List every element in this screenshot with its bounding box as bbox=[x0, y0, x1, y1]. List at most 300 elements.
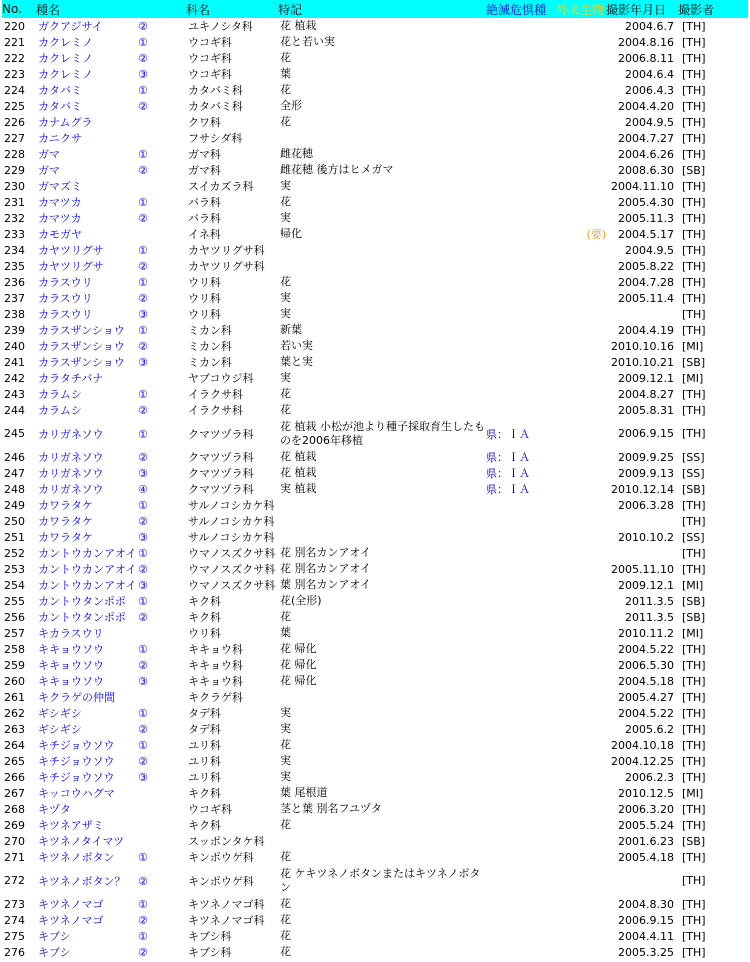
photographer-code: [SB] bbox=[682, 163, 706, 177]
note-text: 花 bbox=[280, 195, 291, 208]
species-name: カマツカ bbox=[38, 212, 82, 225]
family-name: タデ科 bbox=[188, 723, 221, 736]
photo-index: ② bbox=[138, 659, 148, 672]
family-name: ウマノスズクサ科 bbox=[188, 579, 276, 592]
row-number: 231 bbox=[4, 195, 25, 209]
photo-date: 2004.8.27 bbox=[618, 387, 674, 401]
photo-date: 2006.4.3 bbox=[625, 83, 674, 97]
table-row bbox=[2, 801, 748, 817]
table-row bbox=[2, 82, 748, 98]
table-row bbox=[2, 689, 748, 705]
endangered-status bbox=[486, 66, 556, 82]
alien-status bbox=[556, 449, 606, 465]
row-number: 237 bbox=[4, 291, 25, 305]
species-name-cell bbox=[36, 322, 186, 338]
species-name-cell bbox=[36, 928, 186, 944]
photo-index: ③ bbox=[138, 356, 148, 369]
photo-date: 2010.12.14 bbox=[611, 482, 674, 496]
photo-date bbox=[606, 545, 678, 561]
species-name-cell bbox=[36, 753, 186, 769]
endangered-status: 県：ＩＡ bbox=[486, 451, 530, 464]
alien-status bbox=[556, 865, 606, 896]
photo-index: ② bbox=[138, 212, 148, 225]
family-name: キキョウ科 bbox=[188, 675, 243, 688]
family-name: ウコギ科 bbox=[188, 52, 232, 65]
photo-date: 2005.4.27 bbox=[618, 690, 674, 704]
table-row bbox=[2, 146, 748, 162]
endangered-status bbox=[486, 354, 556, 370]
photo-date: 2010.11.2 bbox=[618, 626, 674, 640]
species-name-cell bbox=[36, 18, 186, 34]
endangered-status: 県：ＩＡ bbox=[486, 483, 530, 496]
photo-date: 2004.7.28 bbox=[618, 275, 674, 289]
photographer-code: [TH] bbox=[682, 307, 706, 321]
alien-status bbox=[556, 306, 606, 322]
family-name: タデ科 bbox=[188, 707, 221, 720]
family-name: ウマノスズクサ科 bbox=[188, 563, 276, 576]
photo-date: 2006.9.15 bbox=[618, 427, 674, 440]
table-row bbox=[2, 609, 748, 625]
note-text: 新葉 bbox=[280, 323, 302, 336]
table-row bbox=[2, 306, 748, 322]
photographer-code: [TH] bbox=[682, 179, 706, 193]
photographer-code: [TH] bbox=[682, 945, 706, 959]
species-name-cell bbox=[36, 402, 186, 418]
family-name: ミカン科 bbox=[188, 340, 232, 353]
note-text: 実 bbox=[280, 211, 291, 224]
photo-date: 2004.5.22 bbox=[618, 642, 674, 656]
species-name: カタバミ bbox=[38, 84, 82, 97]
photo-index: ① bbox=[138, 898, 148, 911]
table-row bbox=[2, 545, 748, 561]
alien-status bbox=[556, 242, 606, 258]
alien-status bbox=[556, 705, 606, 721]
endangered-status bbox=[486, 769, 556, 785]
table-row bbox=[2, 944, 748, 960]
table-row bbox=[2, 721, 748, 737]
family-name: ウコギ科 bbox=[188, 36, 232, 49]
photo-index: ① bbox=[138, 707, 148, 720]
photographer-code: [TH] bbox=[682, 706, 706, 720]
photo-date: 2005.4.18 bbox=[618, 850, 674, 864]
species-name: カワラタケ bbox=[38, 515, 93, 528]
family-name: ミカン科 bbox=[188, 356, 232, 369]
alien-status bbox=[556, 370, 606, 386]
photographer-code: [TH] bbox=[682, 770, 706, 784]
alien-status bbox=[556, 545, 606, 561]
table-row bbox=[2, 449, 748, 465]
table-row bbox=[2, 162, 748, 178]
species-name: キクラゲの仲間 bbox=[38, 691, 115, 704]
photographer-code: [TH] bbox=[682, 562, 706, 576]
alien-status bbox=[556, 465, 606, 481]
note-text: 花 bbox=[280, 51, 291, 64]
family-name: ウリ科 bbox=[188, 292, 221, 305]
alien-status bbox=[556, 290, 606, 306]
endangered-status bbox=[486, 849, 556, 865]
note-text: 花 bbox=[280, 913, 291, 926]
photographer-code: [TH] bbox=[682, 19, 706, 33]
endangered-status bbox=[486, 641, 556, 657]
photo-index: ② bbox=[138, 755, 148, 768]
family-name: キブシ科 bbox=[188, 930, 232, 943]
species-name: カヤツリグサ bbox=[38, 244, 104, 257]
photographer-code: [TH] bbox=[682, 897, 706, 911]
photo-date: 2004.9.5 bbox=[625, 243, 674, 257]
species-name-cell bbox=[36, 865, 186, 896]
endangered-status bbox=[486, 50, 556, 66]
photographer-code: [TH] bbox=[682, 722, 706, 736]
endangered-status bbox=[486, 82, 556, 98]
species-name-cell bbox=[36, 386, 186, 402]
photo-date: 2004.9.5 bbox=[625, 115, 674, 129]
photo-date: 2004.6.4 bbox=[625, 67, 674, 81]
note-text: 花 bbox=[280, 610, 291, 623]
photo-date: 2006.5.30 bbox=[618, 658, 674, 672]
species-name: キキョウソウ bbox=[38, 675, 104, 688]
endangered-status bbox=[486, 817, 556, 833]
header-family: 科名 bbox=[186, 0, 278, 18]
species-name: カリガネソウ bbox=[38, 483, 104, 496]
table-row bbox=[2, 561, 748, 577]
family-name: ウマノスズクサ科 bbox=[188, 547, 276, 560]
species-name: カワラタケ bbox=[38, 531, 93, 544]
note-text: 実 bbox=[280, 706, 291, 719]
row-number: 255 bbox=[4, 594, 25, 608]
species-name: キツネノマゴ bbox=[38, 898, 104, 911]
row-number: 239 bbox=[4, 323, 25, 337]
endangered-status bbox=[486, 178, 556, 194]
table-row bbox=[2, 370, 748, 386]
table-row bbox=[2, 865, 748, 896]
species-name-cell bbox=[36, 50, 186, 66]
species-name: キチジョウソウ bbox=[38, 739, 115, 752]
row-number: 269 bbox=[4, 818, 25, 832]
family-name: バラ科 bbox=[188, 212, 221, 225]
photographer-code: [SB] bbox=[682, 355, 706, 369]
species-name-cell bbox=[36, 82, 186, 98]
photo-date: 2010.10.2 bbox=[618, 530, 674, 544]
table-row bbox=[2, 849, 748, 865]
species-name-cell bbox=[36, 785, 186, 801]
species-table-sheet bbox=[2, 0, 748, 960]
species-name-cell bbox=[36, 418, 186, 449]
species-name: カラタチバナ bbox=[38, 372, 104, 385]
photo-index: ① bbox=[138, 244, 148, 257]
photo-date: 2006.9.15 bbox=[618, 913, 674, 927]
table-row bbox=[2, 226, 748, 242]
table-row bbox=[2, 322, 748, 338]
note-text: 実 bbox=[280, 179, 291, 192]
table-row bbox=[2, 641, 748, 657]
species-name: キッコウハグマ bbox=[38, 787, 115, 800]
species-name-cell bbox=[36, 481, 186, 497]
note-text: 葉 尾根道 bbox=[280, 786, 328, 799]
endangered-status bbox=[486, 928, 556, 944]
photo-date: 2004.5.22 bbox=[618, 706, 674, 720]
row-number: 240 bbox=[4, 339, 25, 353]
photo-date: 2005.5.24 bbox=[618, 818, 674, 832]
family-name: ウリ科 bbox=[188, 308, 221, 321]
row-number: 247 bbox=[4, 466, 25, 480]
row-number: 274 bbox=[4, 913, 25, 927]
table-row bbox=[2, 338, 748, 354]
photo-date: 2006.8.11 bbox=[618, 51, 674, 65]
family-name: キク科 bbox=[188, 595, 221, 608]
endangered-status bbox=[486, 785, 556, 801]
photographer-code: [TH] bbox=[682, 874, 706, 887]
photo-index: ② bbox=[138, 611, 148, 624]
species-name: ガマ bbox=[38, 164, 60, 177]
species-name-cell bbox=[36, 657, 186, 673]
photographer-code: [TH] bbox=[682, 387, 706, 401]
species-name: ギシギシ bbox=[38, 723, 82, 736]
endangered-status bbox=[486, 721, 556, 737]
species-name: カクレミノ bbox=[38, 52, 93, 65]
family-name: キンポウゲ科 bbox=[188, 851, 254, 864]
family-name: ユリ科 bbox=[188, 771, 221, 784]
table-row bbox=[2, 833, 748, 849]
row-number: 251 bbox=[4, 530, 25, 544]
table-row bbox=[2, 210, 748, 226]
species-name: カラスザンショウ bbox=[38, 340, 125, 353]
family-name: スイカズラ科 bbox=[188, 180, 254, 193]
endangered-status bbox=[486, 609, 556, 625]
alien-status bbox=[556, 689, 606, 705]
row-number: 245 bbox=[4, 427, 25, 440]
species-name: カラスウリ bbox=[38, 292, 93, 305]
note-text: 実 bbox=[280, 722, 291, 735]
endangered-status bbox=[486, 497, 556, 513]
photographer-code: [SS] bbox=[682, 450, 705, 464]
photographer-code: [TH] bbox=[682, 67, 706, 81]
note-text bbox=[278, 497, 486, 513]
note-text: 花 bbox=[280, 850, 291, 863]
alien-status bbox=[556, 673, 606, 689]
endangered-status bbox=[486, 673, 556, 689]
photographer-code: [TH] bbox=[682, 243, 706, 257]
species-name-cell bbox=[36, 769, 186, 785]
photo-index: ④ bbox=[138, 483, 148, 496]
photo-date: 2004.8.30 bbox=[618, 897, 674, 911]
table-row bbox=[2, 242, 748, 258]
note-text: 帰化 bbox=[280, 227, 302, 240]
species-name-cell bbox=[36, 338, 186, 354]
family-name: カヤツリグサ科 bbox=[188, 260, 265, 273]
species-name-cell bbox=[36, 896, 186, 912]
header-photographer: 撮影者 bbox=[678, 0, 748, 18]
photo-index: ① bbox=[138, 547, 148, 560]
species-name: キツネアザミ bbox=[38, 819, 104, 832]
species-name: カラムシ bbox=[38, 388, 82, 401]
alien-status bbox=[556, 322, 606, 338]
alien-status bbox=[556, 529, 606, 545]
alien-status bbox=[556, 98, 606, 114]
note-text bbox=[278, 833, 486, 849]
table-header bbox=[2, 0, 748, 18]
table-row bbox=[2, 497, 748, 513]
endangered-status: 県：ＩＡ bbox=[486, 467, 530, 480]
endangered-status bbox=[486, 210, 556, 226]
endangered-status bbox=[486, 529, 556, 545]
photographer-code: [TH] bbox=[682, 818, 706, 832]
species-name-cell bbox=[36, 593, 186, 609]
endangered-status bbox=[486, 114, 556, 130]
table-row bbox=[2, 577, 748, 593]
header-name: 種名 bbox=[36, 0, 186, 18]
row-number: 268 bbox=[4, 802, 25, 816]
species-name-cell bbox=[36, 258, 186, 274]
family-name: ミカン科 bbox=[188, 324, 232, 337]
row-number: 224 bbox=[4, 83, 25, 97]
species-name: ギシギシ bbox=[38, 707, 82, 720]
note-text: 葉 別名カンアオイ bbox=[280, 578, 371, 591]
photographer-code: [TH] bbox=[682, 291, 706, 305]
photographer-code: [TH] bbox=[682, 802, 706, 816]
alien-status bbox=[556, 146, 606, 162]
photo-date: 2004.4.20 bbox=[618, 99, 674, 113]
table-row bbox=[2, 928, 748, 944]
photo-index: ② bbox=[138, 914, 148, 927]
family-name: クマツヅラ科 bbox=[188, 427, 254, 441]
species-name-cell bbox=[36, 242, 186, 258]
photo-index: ③ bbox=[138, 579, 148, 592]
photo-index: ② bbox=[138, 292, 148, 305]
endangered-status bbox=[486, 896, 556, 912]
species-name: カタバミ bbox=[38, 100, 82, 113]
alien-status bbox=[556, 801, 606, 817]
photographer-code: [TH] bbox=[682, 147, 706, 161]
alien-status bbox=[556, 625, 606, 641]
photo-index: ① bbox=[138, 276, 148, 289]
table-row bbox=[2, 18, 748, 34]
row-number: 220 bbox=[4, 19, 25, 33]
note-text: 花 帰化 bbox=[280, 642, 317, 655]
photographer-code: [MI] bbox=[682, 626, 704, 640]
row-number: 253 bbox=[4, 562, 25, 576]
endangered-status bbox=[486, 322, 556, 338]
table-row bbox=[2, 114, 748, 130]
species-name: カントウタンポポ bbox=[38, 595, 126, 608]
family-name: キキョウ科 bbox=[188, 643, 243, 656]
photo-index: ① bbox=[138, 36, 148, 49]
photo-index: ① bbox=[138, 148, 148, 161]
species-name: キカラスウリ bbox=[38, 627, 104, 640]
row-number: 227 bbox=[4, 131, 25, 145]
table-row bbox=[2, 465, 748, 481]
photographer-code: [TH] bbox=[682, 850, 706, 864]
photo-index: ① bbox=[138, 427, 148, 441]
family-name: ガマ科 bbox=[188, 148, 221, 161]
photo-date: 2004.5.18 bbox=[618, 674, 674, 688]
row-number: 229 bbox=[4, 163, 25, 177]
photographer-code: [TH] bbox=[682, 227, 706, 241]
family-name: ユリ科 bbox=[188, 739, 221, 752]
row-number: 271 bbox=[4, 850, 25, 864]
note-text: 花 帰化 bbox=[280, 674, 317, 687]
photographer-code: [TH] bbox=[682, 738, 706, 752]
species-name-cell bbox=[36, 290, 186, 306]
alien-status bbox=[556, 817, 606, 833]
species-name: キチジョウソウ bbox=[38, 755, 115, 768]
photo-date bbox=[606, 513, 678, 529]
photo-date: 2004.6.7 bbox=[625, 19, 674, 33]
photographer-code: [TH] bbox=[682, 929, 706, 943]
family-name: クマツヅラ科 bbox=[188, 467, 254, 480]
photo-date: 2006.2.3 bbox=[625, 770, 674, 784]
alien-status bbox=[556, 162, 606, 178]
family-name: ウリ科 bbox=[188, 276, 221, 289]
endangered-status bbox=[486, 18, 556, 34]
note-text: 雌花穂 後方はヒメガマ bbox=[280, 163, 394, 176]
photo-index: ① bbox=[138, 196, 148, 209]
note-text: 花 bbox=[280, 403, 291, 416]
photo-date bbox=[606, 306, 678, 322]
species-name: キブシ bbox=[38, 946, 71, 959]
species-name-cell bbox=[36, 529, 186, 545]
photographer-code: [TH] bbox=[682, 754, 706, 768]
endangered-status bbox=[486, 370, 556, 386]
row-number: 267 bbox=[4, 786, 25, 800]
photo-date: 2004.10.18 bbox=[611, 738, 674, 752]
species-name-cell bbox=[36, 912, 186, 928]
photo-index: ③ bbox=[138, 771, 148, 784]
species-name-cell bbox=[36, 625, 186, 641]
note-text: 実 bbox=[280, 371, 291, 384]
table-row bbox=[2, 481, 748, 497]
photographer-code: [TH] bbox=[682, 690, 706, 704]
species-name: キツネノタイマツ bbox=[38, 835, 125, 848]
endangered-status bbox=[486, 545, 556, 561]
photo-index: ① bbox=[138, 84, 148, 97]
endangered-status bbox=[486, 386, 556, 402]
endangered-status bbox=[486, 34, 556, 50]
species-name-cell bbox=[36, 210, 186, 226]
table-row bbox=[2, 785, 748, 801]
photo-date: 2004.7.27 bbox=[618, 131, 674, 145]
row-number: 270 bbox=[4, 834, 25, 848]
table-row bbox=[2, 354, 748, 370]
family-name: イラクサ科 bbox=[188, 388, 243, 401]
row-number: 252 bbox=[4, 546, 25, 560]
endangered-status bbox=[486, 689, 556, 705]
species-name-cell bbox=[36, 194, 186, 210]
note-text: 実 bbox=[280, 770, 291, 783]
table-row bbox=[2, 912, 748, 928]
row-number: 235 bbox=[4, 259, 25, 273]
row-number: 248 bbox=[4, 482, 25, 496]
note-text: 花 bbox=[280, 897, 291, 910]
species-name: キツネノボタン？ bbox=[38, 874, 126, 888]
endangered-status bbox=[486, 162, 556, 178]
endangered-status bbox=[486, 242, 556, 258]
photographer-code: [SB] bbox=[682, 834, 706, 848]
photo-date: 2006.3.20 bbox=[618, 802, 674, 816]
photographer-code: [TH] bbox=[682, 658, 706, 672]
family-name: ウコギ科 bbox=[188, 68, 232, 81]
species-name-cell bbox=[36, 274, 186, 290]
species-name: カントウカンアオイ bbox=[38, 579, 137, 592]
species-name-cell bbox=[36, 689, 186, 705]
endangered-status bbox=[486, 258, 556, 274]
alien-status bbox=[556, 497, 606, 513]
table-row bbox=[2, 896, 748, 912]
photo-index: ③ bbox=[138, 68, 148, 81]
photo-index: ① bbox=[138, 739, 148, 752]
species-name: カリガネソウ bbox=[38, 451, 104, 464]
alien-status bbox=[556, 338, 606, 354]
header-endangered: 絶滅危惧種 bbox=[486, 0, 556, 18]
